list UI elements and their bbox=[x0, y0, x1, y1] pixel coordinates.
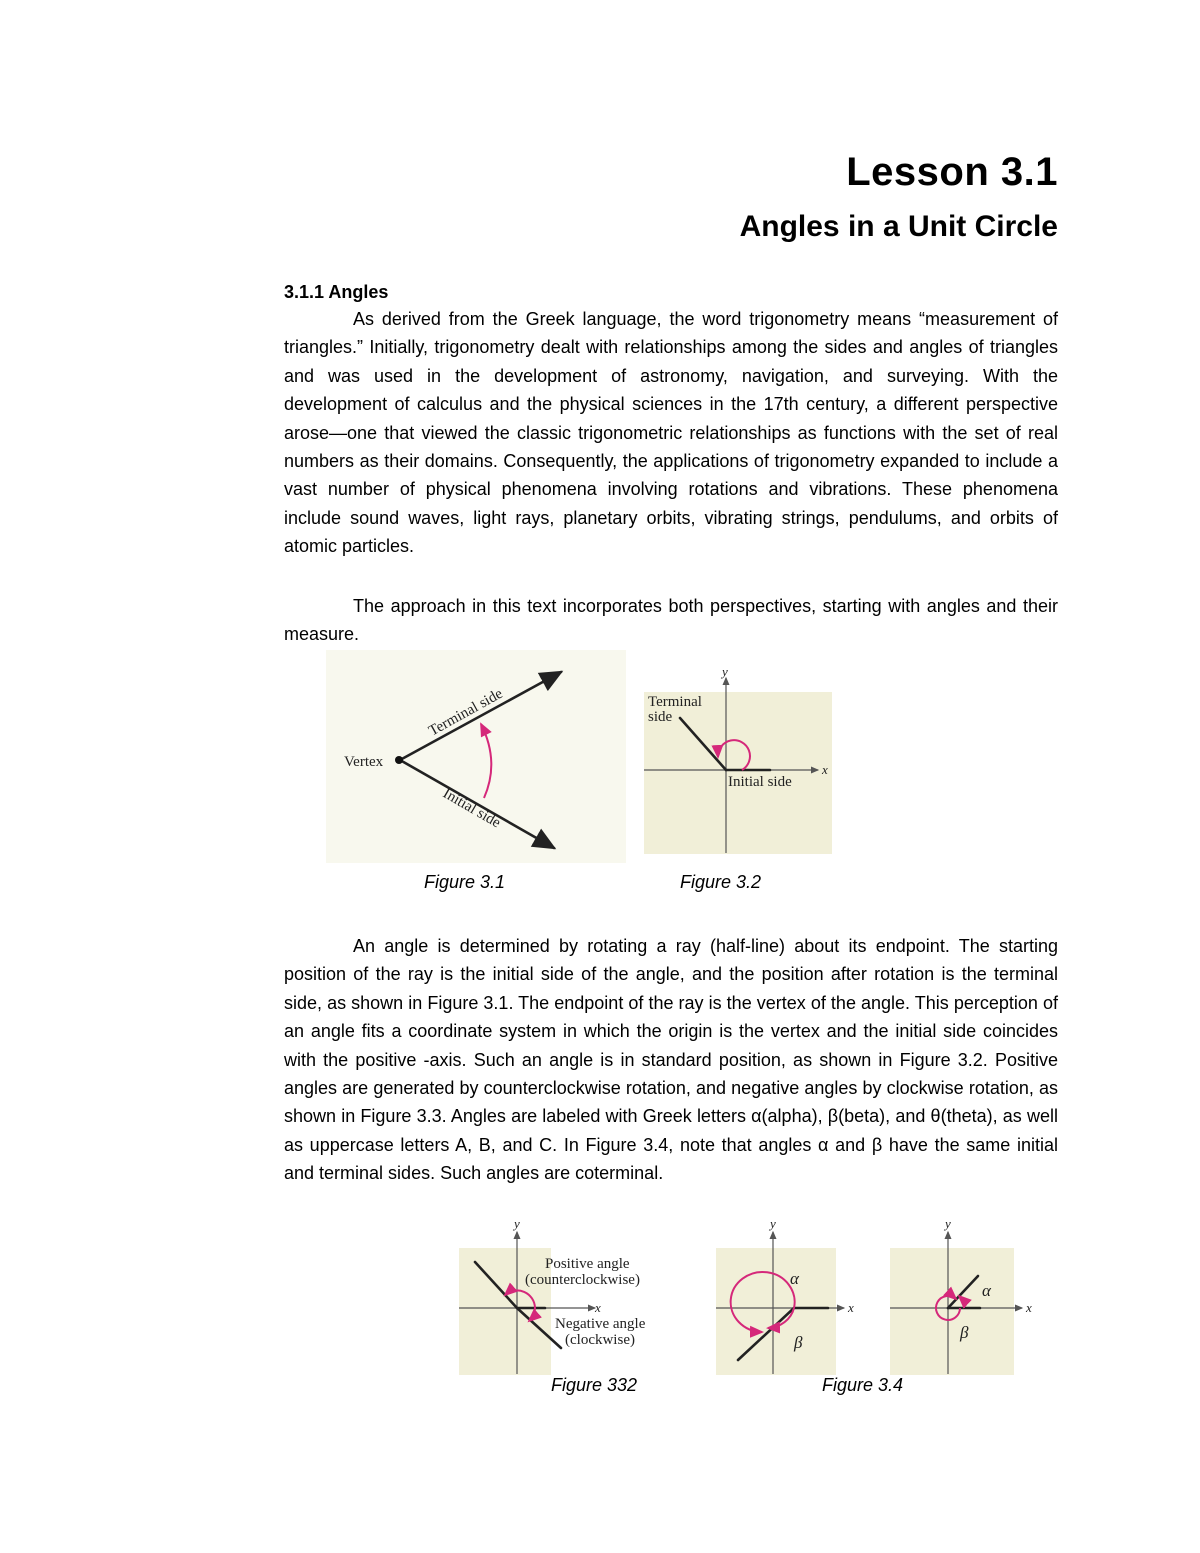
figure-3-3-diagram bbox=[455, 1214, 665, 1378]
paragraph-text: An angle is determined by rotating a ray (half-line) about its endpoint. The starting position of the ray is the initial side of the angle, and the position after rotation is the terminal side, as shown in Figure 3.1. The endpoint of the ray is the vertex of the angle. This perception of an angle fits a coordinate system in which the origin is the vertex and the initial side coincides with the positive -axis. Such an angle is in standard position, as shown in Figure 3.2. Positive angles are generated by counterclockwise rotation, and negative angles by clockwise rotation, as shown in Figure 3.3. Angles are labeled with Greek letters α(alpha), β(beta), and θ(theta), as well as uppercase letters A, B, and C. In Figure 3.4, note that angles α and β have the same initial and terminal sides. Such angles are coterminal. bbox=[284, 936, 1058, 1184]
figure-3-4-caption: Figure 3.4 bbox=[822, 1375, 904, 1395]
initial-side-label: Initial side bbox=[728, 774, 792, 790]
figure-3-2-diagram bbox=[640, 660, 845, 855]
paragraph-definition bbox=[284, 932, 1058, 1188]
terminal-label: Terminal bbox=[648, 694, 702, 710]
y-axis-label: y bbox=[722, 664, 728, 679]
paragraph-text: The approach in this text incorporates both perspectives, starting with angles and their measure. bbox=[284, 596, 1058, 645]
x-axis-label: x bbox=[595, 1300, 601, 1315]
terminal-ray bbox=[400, 672, 561, 760]
figure-3-1-diagram bbox=[326, 650, 626, 863]
coordinate-plane bbox=[716, 1248, 836, 1375]
vertex-label: Vertex bbox=[344, 754, 384, 770]
paragraph-intro bbox=[284, 305, 1058, 561]
paragraph-approach bbox=[284, 592, 1058, 649]
section-heading: 3.1.1 Angles bbox=[284, 282, 389, 302]
alpha-label: α bbox=[790, 1269, 799, 1288]
y-axis-label: y bbox=[770, 1216, 776, 1231]
figure-3-2 bbox=[640, 660, 845, 855]
figure-3-3 bbox=[455, 1214, 665, 1378]
vertex-point bbox=[395, 756, 403, 764]
y-axis-label: y bbox=[945, 1216, 951, 1231]
coordinate-plane bbox=[890, 1248, 1014, 1375]
coordinate-plane bbox=[459, 1248, 551, 1375]
side-label: side bbox=[648, 709, 673, 725]
lesson-title: Angles in a Unit Circle bbox=[739, 210, 1058, 243]
figure-3-4-left bbox=[710, 1214, 865, 1378]
initial-side-label: Initial side bbox=[440, 785, 504, 832]
alpha-label: α bbox=[982, 1281, 991, 1300]
beta-label: β bbox=[960, 1323, 969, 1342]
figure-3-2-caption: Figure 3.2 bbox=[680, 872, 762, 892]
positive-angle-label: Positive angle bbox=[545, 1256, 630, 1272]
figure-3-3-caption: Figure 332 bbox=[551, 1375, 638, 1395]
clockwise-label: (clockwise) bbox=[565, 1332, 635, 1348]
figure-3-1 bbox=[326, 650, 626, 863]
y-axis-label: y bbox=[514, 1216, 520, 1231]
x-axis-label: x bbox=[1026, 1300, 1032, 1315]
figure-3-4-right bbox=[880, 1214, 1045, 1378]
figure-3-4-left-diagram bbox=[710, 1214, 865, 1378]
lesson-number: Lesson 3.1 bbox=[846, 150, 1058, 194]
coordinate-plane bbox=[644, 692, 832, 854]
beta-label: β bbox=[794, 1333, 803, 1352]
rotation-arc bbox=[481, 724, 491, 798]
terminal-side-label: Terminal side bbox=[426, 685, 506, 740]
x-axis-label: x bbox=[848, 1300, 854, 1315]
paragraph-text: As derived from the Greek language, the word trigonometry means “measurement of triangles.” Initially, trigonometry dealt with relationships among the sides and angles of triangles and was used in the development of astronomy, navigation, and surveying. With the development of calculus and the physical sciences in the 17th century, a different perspective arose—one that viewed the classic trigonometric relationships as functions with the set of real numbers as their domains. Consequently, the applications of trigonometry expanded to include a vast number of physical phenomena involving rotations and vibrations. These phenomena include sound waves, light rays, planetary orbits, vibrating strings, pendulums, and orbits of atomic particles. bbox=[284, 309, 1058, 557]
negative-angle-label: Negative angle bbox=[555, 1316, 646, 1332]
figure-3-4-right-diagram bbox=[880, 1214, 1045, 1378]
figure-3-1-caption: Figure 3.1 bbox=[424, 872, 506, 892]
counterclockwise-label: (counterclockwise) bbox=[525, 1272, 640, 1288]
x-axis-label: x bbox=[822, 762, 828, 777]
